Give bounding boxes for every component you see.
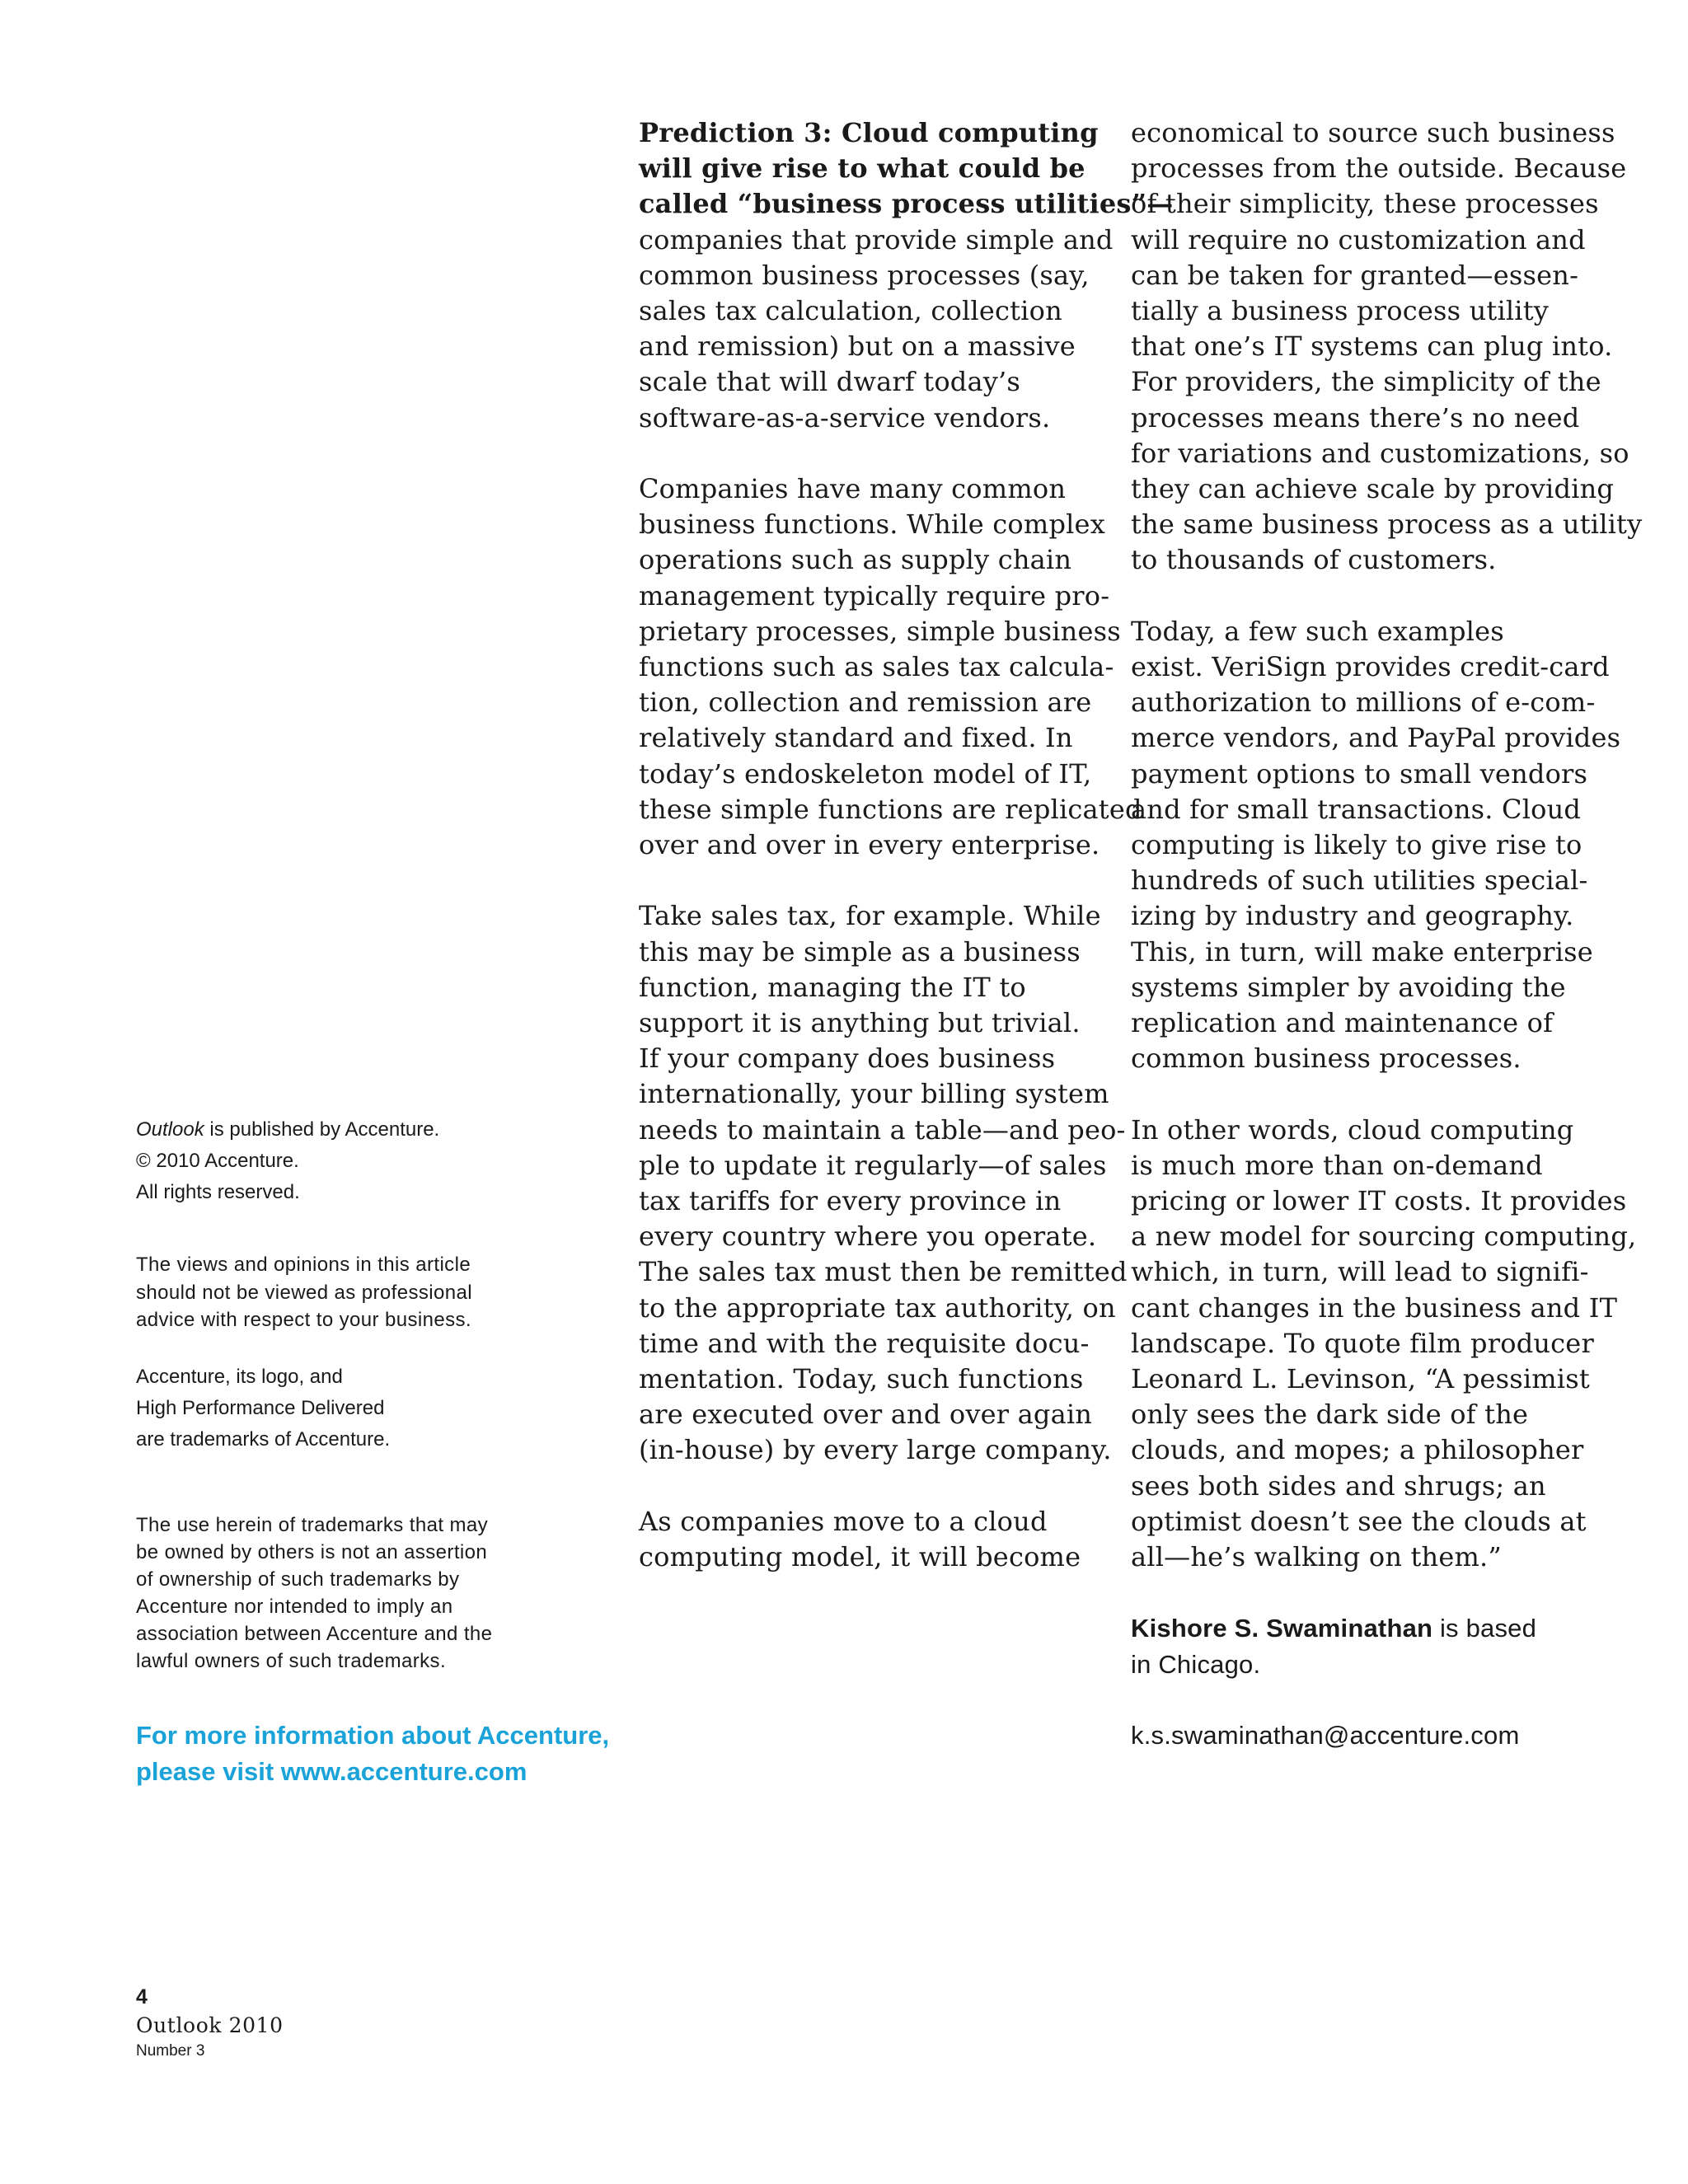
website-link[interactable]: please visit www.accenture.com: [136, 1756, 528, 1786]
text-line: only sees the dark side of the: [1131, 1399, 1529, 1431]
issue-number: Number 3: [136, 2042, 205, 2060]
text-line: management typically require pro-: [639, 579, 1110, 612]
text-line: pricing or lower IT costs. It provides: [1131, 1185, 1627, 1217]
text-line: ple to update it regularly—of sales: [639, 1149, 1107, 1181]
paragraph-common-functions: [639, 471, 1142, 863]
text-line: this may be simple as a business: [639, 935, 1081, 968]
publication-publisher: is published by Accenture.: [204, 1118, 440, 1141]
text-line: Take sales tax, for example. While: [639, 900, 1101, 932]
text-line: these simple functions are replicated: [639, 793, 1142, 825]
text-line: will give rise to what could be: [639, 152, 1085, 185]
text-line: lawful owners of such trademarks.: [136, 1650, 447, 1672]
text-line: they can achieve scale by providing: [1131, 473, 1615, 505]
text-line: hundreds of such utilities special-: [1131, 865, 1588, 897]
text-line: today’s endoskeleton model of IT,: [639, 757, 1092, 790]
text-line: In other words, cloud computing: [1131, 1113, 1574, 1146]
text-line: replication and maintenance of: [1131, 1007, 1554, 1039]
text-line: to the appropriate tax authority, on: [639, 1291, 1116, 1324]
text-line: is much more than on-demand: [1131, 1149, 1543, 1181]
author-email: [1131, 1718, 1605, 1753]
text-line: every country where you operate.: [639, 1221, 1097, 1253]
text-line: are trademarks of Accenture.: [136, 1428, 391, 1451]
email-address[interactable]: k.s.swaminathan@accenture.com: [1131, 1721, 1520, 1750]
paragraph-cloud-model: [639, 1504, 1100, 1575]
text-line: Accenture nor intended to imply an: [136, 1596, 453, 1618]
text-line: called “business process utilities”—: [639, 188, 1174, 220]
text-line: will require no customization and: [1131, 223, 1586, 255]
text-line: Leonard L. Levinson, “A pessimist: [1131, 1363, 1590, 1395]
text-line: can be taken for granted—essen-: [1131, 259, 1579, 291]
text-line: Prediction 3: Cloud computing: [639, 117, 1099, 148]
text-line: functions such as sales tax calcula-: [639, 651, 1114, 683]
text-line: that one’s IT systems can plug into.: [1131, 330, 1613, 363]
text-line: for variations and customizations, so: [1131, 437, 1629, 469]
text-line: cant changes in the business and IT: [1131, 1291, 1618, 1324]
copyright-line: © 2010 Accenture.: [136, 1150, 299, 1172]
text-line: (in-house) by every large company.: [639, 1434, 1112, 1466]
sidebar-trademark-use-disclaimer: [136, 1511, 598, 1675]
sidebar-publisher-info: [136, 1114, 598, 1208]
text-line: The sales tax must then be remitted: [639, 1256, 1128, 1288]
text-line: Today, a few such examples: [1131, 615, 1504, 647]
text-line: Companies have many common: [639, 473, 1067, 505]
text-line: of their simplicity, these processes: [1131, 188, 1599, 220]
paragraph-economical: [1131, 115, 1643, 579]
text-line: The views and opinions in this article: [136, 1254, 471, 1276]
text-line: For providers, the simplicity of the: [1131, 366, 1601, 398]
text-line: relatively standard and fixed. In: [639, 722, 1073, 754]
sidebar-more-info-link[interactable]: [136, 1718, 610, 1789]
text-line: association between Accenture and the: [136, 1623, 493, 1645]
author-location: in Chicago.: [1131, 1649, 1261, 1679]
text-line: landscape. To quote film producer: [1131, 1327, 1594, 1359]
text-line: a new model for sourcing computing,: [1131, 1221, 1637, 1253]
author-based: is based: [1432, 1614, 1537, 1643]
text-line: High Performance Delivered: [136, 1397, 385, 1419]
text-line: optimist doesn’t see the clouds at: [1131, 1505, 1587, 1537]
text-line: over and over in every enterprise.: [639, 829, 1100, 861]
text-line: all—he’s walking on them.”: [1131, 1541, 1502, 1573]
article-column-right: [1131, 115, 1643, 1788]
text-line: support it is anything but trivial.: [639, 1007, 1081, 1039]
text-line: processes from the outside. Because: [1131, 152, 1627, 185]
page-number: 4: [136, 1985, 148, 2008]
text-line: software-as-a-service vendors.: [639, 401, 1051, 434]
paragraph-examples: [1131, 614, 1621, 1077]
text-line: tially a business process utility: [1131, 295, 1550, 327]
text-line: function, managing the IT to: [639, 971, 1026, 1003]
text-line: be owned by others is not an assertion: [136, 1541, 488, 1563]
page-footer: [136, 1983, 284, 2062]
text-line: tion, collection and remission are: [639, 687, 1092, 719]
text-line: of ownership of such trademarks by: [136, 1568, 460, 1591]
text-line: computing is likely to give rise to: [1131, 829, 1582, 861]
publication-title: Outlook: [136, 1118, 204, 1141]
text-line: As companies move to a cloud: [639, 1505, 1048, 1537]
text-line: tax tariffs for every province in: [639, 1185, 1062, 1217]
text-line: and for small transactions. Cloud: [1131, 793, 1582, 825]
text-line: common business processes (say,: [639, 259, 1090, 291]
text-line: should not be viewed as professional: [136, 1281, 472, 1304]
text-line: scale that will dwarf today’s: [639, 366, 1021, 398]
text-line: processes means there’s no need: [1131, 401, 1580, 434]
text-line: computing model, it will become: [639, 1541, 1081, 1573]
text-line: sales tax calculation, collection: [639, 295, 1062, 327]
text-line: are executed over and over again: [639, 1399, 1093, 1431]
author-name: Kishore S. Swaminathan: [1131, 1614, 1433, 1643]
text-line: which, in turn, will lead to signifi-: [1131, 1256, 1589, 1288]
text-line: common business processes.: [1131, 1043, 1522, 1075]
text-line: izing by industry and geography.: [1131, 900, 1574, 932]
text-line: and remission) but on a massive: [639, 330, 1076, 363]
text-line: operations such as supply chain: [639, 544, 1072, 576]
text-line: economical to source such business: [1131, 117, 1615, 148]
text-line: companies that provide simple and: [639, 223, 1114, 255]
text-line: mentation. Today, such functions: [639, 1363, 1084, 1395]
sidebar-trademarks: [136, 1361, 598, 1455]
text-line: to thousands of customers.: [1131, 544, 1497, 576]
rights-line: All rights reserved.: [136, 1181, 300, 1203]
text-line: Accenture, its logo, and: [136, 1366, 343, 1388]
text-line: time and with the requisite docu-: [639, 1327, 1090, 1359]
text-line: payment options to small vendors: [1131, 757, 1588, 790]
article-column-middle: [639, 115, 1174, 1610]
text-line: This, in turn, will make enterprise: [1131, 935, 1593, 968]
text-line: needs to maintain a table—and peo-: [639, 1113, 1126, 1146]
text-line: internationally, your billing system: [639, 1078, 1109, 1110]
text-line: For more information about Accenture,: [136, 1721, 610, 1750]
publication-name: Outlook 2010: [136, 2013, 284, 2037]
paragraph-prediction: [639, 115, 1174, 436]
text-line: merce vendors, and PayPal provides: [1131, 722, 1621, 754]
paragraph-sales-tax: [639, 898, 1128, 1468]
paragraph-in-other-words: [1131, 1113, 1637, 1576]
text-line: If your company does business: [639, 1043, 1056, 1075]
text-line: advice with respect to your business.: [136, 1309, 471, 1331]
text-line: clouds, and mopes; a philosopher: [1131, 1434, 1584, 1466]
text-line: authorization to millions of e-com-: [1131, 687, 1596, 719]
text-line: sees both sides and shrugs; an: [1131, 1469, 1546, 1502]
text-line: exist. VeriSign provides credit-card: [1131, 651, 1610, 683]
text-line: the same business process as a utility: [1131, 509, 1643, 541]
author-bio: [1131, 1610, 1605, 1681]
text-line: prietary processes, simple business: [639, 615, 1121, 647]
text-line: systems simpler by avoiding the: [1131, 971, 1566, 1003]
text-line: The use herein of trademarks that may: [136, 1514, 488, 1536]
text-line: business functions. While complex: [639, 509, 1105, 541]
sidebar-views-disclaimer: [136, 1251, 598, 1334]
